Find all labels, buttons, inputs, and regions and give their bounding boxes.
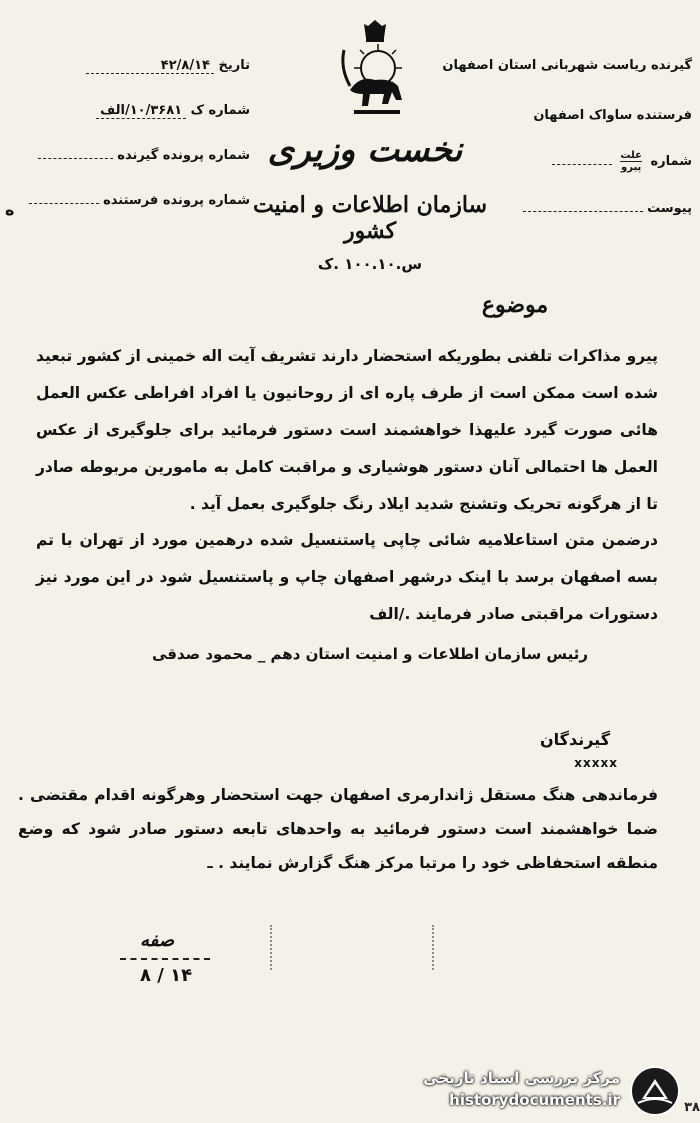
date-label: تاریخ [218,58,250,73]
recipient-file-label: شماره پرونده گیرنده [117,148,250,163]
doc-number-line [55,103,250,119]
subject-heading: موضوع [481,292,549,318]
org-title: نخست وزیری [267,130,463,170]
sender-file-label: شماره پرونده فرستنده [103,193,250,208]
date-line [55,58,250,74]
recipient-file-line [55,148,250,163]
handwritten-date: ۸ / ۱۴ [140,965,193,986]
number-sub-top: علت [620,150,642,161]
doc-number-prefix: ک [190,103,204,118]
reference-code: س.۱۰۰.۱۰ .ک [317,255,423,273]
date-value: ۴۲/۸/۱۴ [86,58,214,74]
doc-number-label: شماره [208,103,250,118]
attachment-line [502,201,692,216]
sender-file-blank [29,193,99,204]
number-label: شماره [650,154,692,169]
handwritten-note: صفه [140,930,175,951]
watermark-name: مرکز بررسی اسناد تاریخی [423,1069,620,1087]
attachment-label: پیوست [647,201,692,216]
faded-stamp-frame [270,925,434,970]
watermark-text [390,1069,620,1109]
archive-logo-icon [628,1065,682,1117]
lion-and-sun-emblem-icon [330,20,420,130]
sender-line [422,108,692,123]
recipients-stars: xxxxx [574,756,618,770]
corner-number: ۳۸ [684,1100,700,1115]
sender-file-line [55,193,250,208]
doc-number-value: ۱۰/۳۶۸۱/الف [96,103,186,119]
margin-mark: ه [5,200,15,219]
recipient-line [422,58,692,73]
org-subtitle: سازمان اطلاعات و امنیت کشور [252,192,488,244]
number-blank [552,154,612,165]
body-paragraph-1: پیرو مذاکرات تلفنی بطوریکه استحضار دارند تشریف آیت اله خمینی از کشور تبعید شده است ممکن است از طرف پاره ای از روحانیون یا افراد افراطی عکس العمل هائی صورت گیرد علیهذا خواهشمند است دستور فرمائید برای جلوگیری از عکس العمل ها احتمالی آنان دستور هوشیاری و مراقبت کامل به مامورین مربوطه صادر تا از هرگونه تحریک وتشنج شدید ایلاد رنگ جلوگیری بعمل آید . [36,347,658,513]
watermark-site: historydocuments.ir [449,1091,620,1109]
attachment-blank [523,201,643,212]
recipients-paragraph: فرماندهی هنگ مستقل ژاندارمری اصفهان جهت استحضار وهرگونه اقدام مقتضی . ضما خواهشمند است دستور فرمائید به واحدهای تابعه دستور صادر شود که وضع منطقه استحفاظی خود را مرتبا مرکز هنگ گزارش نمایند . ـ [18,786,658,872]
signature-line: رئیس سازمان اطلاعات و امنیت استان دهم _ محمود صدقی [151,645,589,663]
handwritten-underline [120,958,210,960]
sender-label: فرستنده ساواک اصفهان [533,108,692,123]
recipients-heading: گیرندگان [539,730,610,749]
recipient-file-blank [38,148,113,159]
number-line [502,150,692,173]
body-paragraph-2: درضمن متن استاعلامیه شائی چاپی پاستنسیل شده درهمین مورد از تهران با تم بسه اصفهان برسد با اینک درشهر اصفهان چاپ و پاستنسیل شود در این مورد نیز دستورات مراقبتی صادر فرمایند ./الف [36,531,658,623]
recipient-label: گیرنده ریاست شهربانی استان اصفهان [442,58,692,73]
number-sub-bottom: پیرو [621,162,642,173]
watermark [382,1065,682,1117]
number-sub [620,150,642,173]
